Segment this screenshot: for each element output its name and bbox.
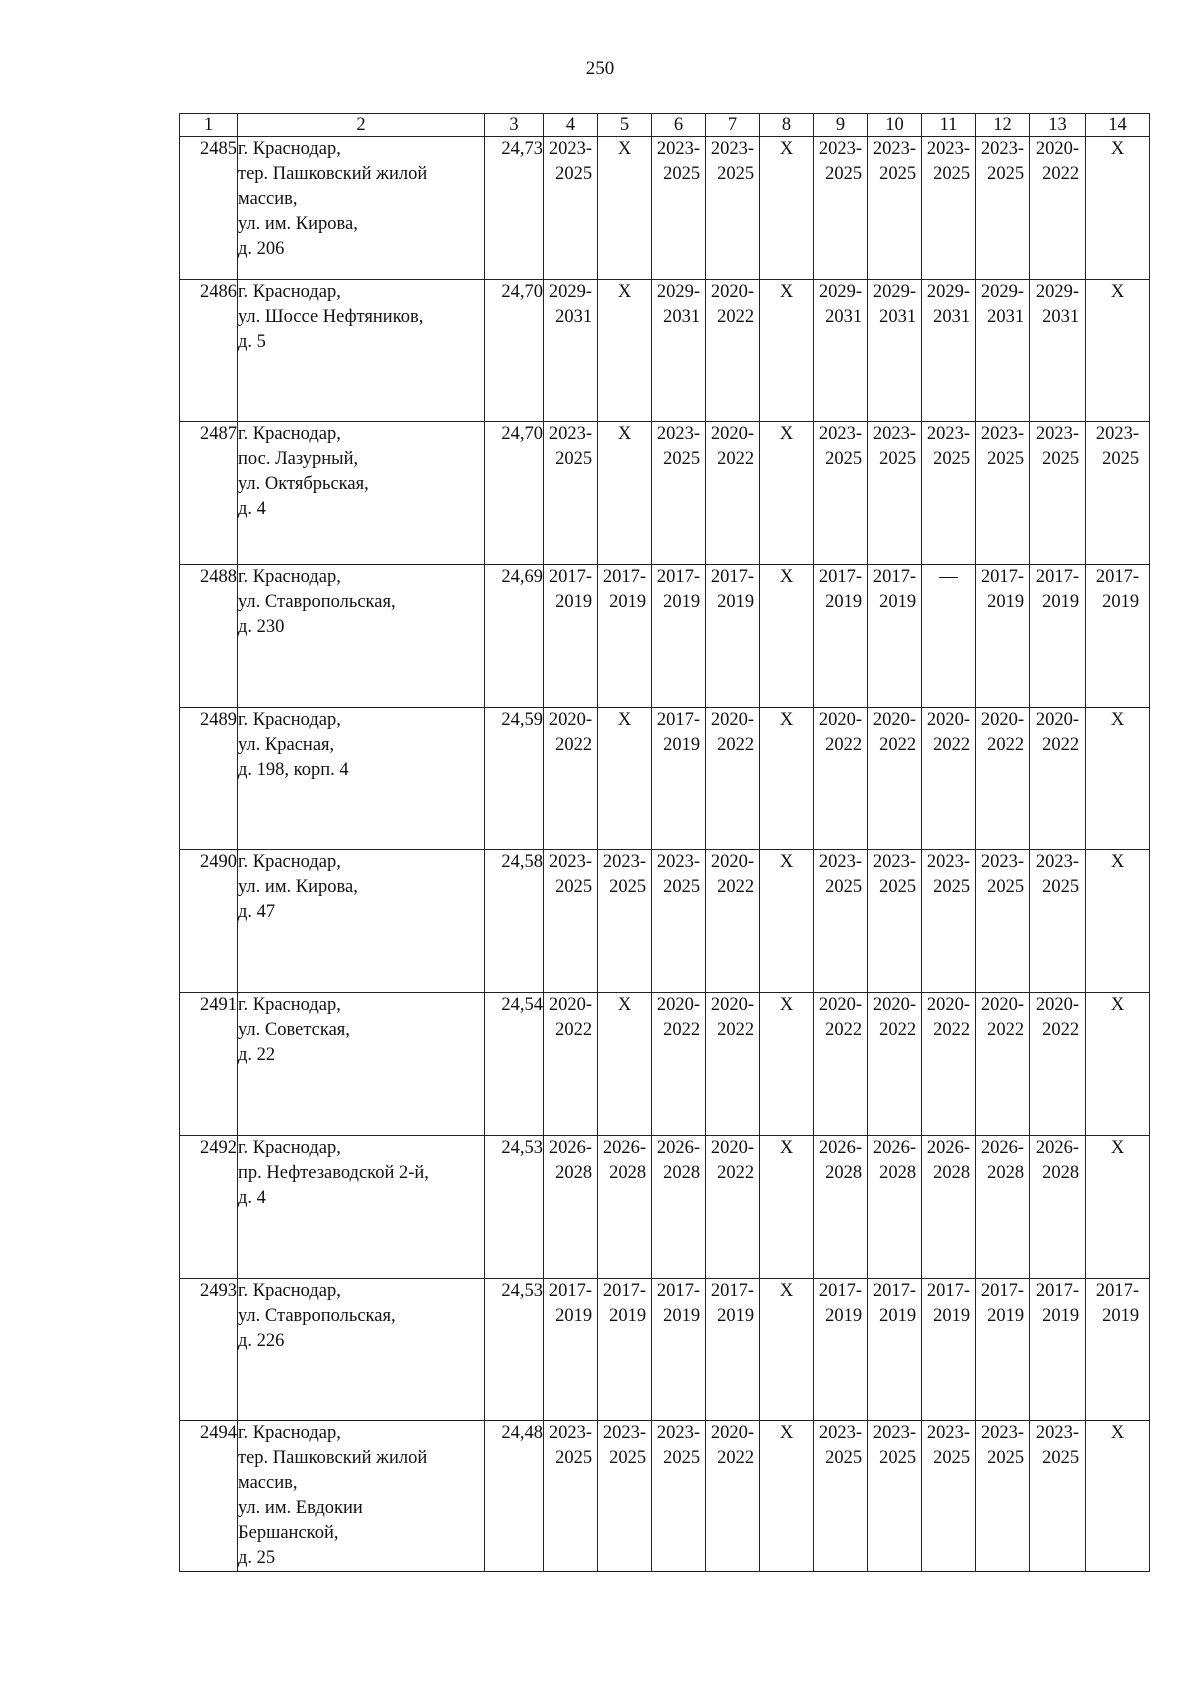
period-cell-col-8	[760, 1421, 814, 1572]
period-cell-col-12	[976, 137, 1030, 280]
table-row	[180, 850, 1150, 993]
period-value: Х	[779, 709, 794, 730]
period-value: 2023- 2025	[818, 1423, 863, 1469]
period-value: 2020- 2022	[1035, 709, 1080, 755]
period-value: —	[939, 567, 958, 588]
period-cell-col-8	[760, 137, 814, 280]
period-value: Х	[779, 424, 794, 445]
period-value: 2023- 2025	[872, 424, 917, 470]
period-value: Х	[617, 424, 632, 445]
period-cell-col-13	[1030, 850, 1086, 993]
period-cell-col-11	[922, 279, 976, 422]
period-value: 2017- 2019	[548, 567, 593, 613]
period-cell-col-13	[1030, 565, 1086, 708]
period-value: Х	[779, 1280, 794, 1301]
column-header-12: 12	[976, 114, 1030, 137]
period-value: 2023- 2025	[602, 1423, 647, 1469]
period-cell-col-13	[1030, 1135, 1086, 1278]
period-cell-col-8	[760, 565, 814, 708]
period-value: 2017- 2019	[1095, 567, 1140, 613]
area-cell: 24,54	[485, 993, 544, 1136]
period-value: 2017- 2019	[710, 567, 755, 613]
row-number: 2494	[180, 1421, 238, 1572]
table-row	[180, 1278, 1150, 1421]
period-cell-col-6	[652, 137, 706, 280]
period-cell-col-10	[868, 279, 922, 422]
period-cell-col-11	[922, 707, 976, 850]
period-cell-col-11	[922, 1421, 976, 1572]
period-value: 2020- 2022	[710, 281, 755, 327]
column-number-row	[180, 114, 1150, 137]
period-cell-col-8	[760, 993, 814, 1136]
table-row	[180, 137, 1150, 280]
period-cell-col-10	[868, 1421, 922, 1572]
period-value: 2020- 2022	[548, 709, 593, 755]
period-value: 2017- 2019	[656, 567, 701, 613]
area-cell: 24,70	[485, 422, 544, 565]
period-value: 2023- 2025	[926, 852, 971, 898]
period-cell-col-9	[814, 1135, 868, 1278]
period-value: Х	[1110, 1423, 1125, 1444]
period-cell-col-7	[706, 422, 760, 565]
period-cell-col-14	[1086, 1278, 1150, 1421]
period-cell-col-14	[1086, 850, 1150, 993]
period-cell-col-6	[652, 565, 706, 708]
period-value: 2023- 2025	[818, 424, 863, 470]
period-value: 2020- 2022	[710, 1137, 755, 1183]
period-cell-col-5	[598, 707, 652, 850]
period-cell-col-14	[1086, 1421, 1150, 1572]
address-cell: г. Краснодар, ул. Красная, д. 198, корп. 4	[238, 707, 485, 850]
period-cell-col-13	[1030, 137, 1086, 280]
column-header-10: 10	[868, 114, 922, 137]
row-number: 2486	[180, 279, 238, 422]
column-header-9: 9	[814, 114, 868, 137]
period-value: 2023- 2025	[926, 1423, 971, 1469]
period-cell-col-6	[652, 993, 706, 1136]
period-value: 2017- 2019	[926, 1280, 971, 1326]
period-value: Х	[617, 995, 632, 1016]
period-cell-col-12	[976, 1421, 1030, 1572]
period-cell-col-11	[922, 137, 976, 280]
period-cell-col-6	[652, 279, 706, 422]
period-cell-col-13	[1030, 707, 1086, 850]
period-value: Х	[779, 995, 794, 1016]
period-value: 2020- 2022	[710, 1423, 755, 1469]
period-cell-col-13	[1030, 1278, 1086, 1421]
area-cell: 24,48	[485, 1421, 544, 1572]
period-value: 2023- 2025	[872, 852, 917, 898]
period-value: 2020- 2022	[1035, 995, 1080, 1041]
period-value: 2020- 2022	[818, 709, 863, 755]
column-header-4: 4	[544, 114, 598, 137]
row-number: 2485	[180, 137, 238, 280]
address-cell: г. Краснодар, ул. Ставропольская, д. 230	[238, 565, 485, 708]
period-value: 2026- 2028	[872, 1137, 917, 1183]
period-value: Х	[1110, 1137, 1125, 1158]
table-row	[180, 1421, 1150, 1572]
area-cell: 24,53	[485, 1135, 544, 1278]
period-value: 2020- 2022	[980, 709, 1025, 755]
period-cell-col-8	[760, 707, 814, 850]
period-value: 2026- 2028	[818, 1137, 863, 1183]
period-cell-col-12	[976, 707, 1030, 850]
period-value: 2017- 2019	[656, 1280, 701, 1326]
period-cell-col-5	[598, 850, 652, 993]
table-row	[180, 993, 1150, 1136]
table-row	[180, 279, 1150, 422]
period-cell-col-11	[922, 1278, 976, 1421]
period-cell-col-11	[922, 993, 976, 1136]
period-value: 2023- 2025	[872, 1423, 917, 1469]
period-value: 2020- 2022	[710, 995, 755, 1041]
period-value: 2017- 2019	[980, 567, 1025, 613]
period-cell-col-7	[706, 1278, 760, 1421]
period-cell-col-14	[1086, 1135, 1150, 1278]
period-value: Х	[1110, 281, 1125, 302]
period-cell-col-14	[1086, 137, 1150, 280]
address-cell: г. Краснодар, пос. Лазурный, ул. Октябрьская, д. 4	[238, 422, 485, 565]
period-value: Х	[1110, 709, 1125, 730]
period-cell-col-7	[706, 137, 760, 280]
address-cell: г. Краснодар, ул. Шоссе Нефтяников, д. 5	[238, 279, 485, 422]
period-cell-col-11	[922, 422, 976, 565]
period-value: 2023- 2025	[548, 424, 593, 470]
column-header-11: 11	[922, 114, 976, 137]
period-cell-col-5	[598, 1135, 652, 1278]
table-row	[180, 707, 1150, 850]
period-value: 2023- 2025	[980, 424, 1025, 470]
period-cell-col-7	[706, 850, 760, 993]
period-cell-col-4	[544, 565, 598, 708]
period-cell-col-8	[760, 1278, 814, 1421]
period-cell-col-9	[814, 279, 868, 422]
period-cell-col-4	[544, 1135, 598, 1278]
period-cell-col-5	[598, 422, 652, 565]
period-cell-col-8	[760, 850, 814, 993]
period-cell-col-7	[706, 1421, 760, 1572]
period-value: Х	[617, 281, 632, 302]
table-row	[180, 422, 1150, 565]
period-value: 2023- 2025	[710, 139, 755, 184]
period-cell-col-9	[814, 137, 868, 280]
period-value: 2023- 2025	[818, 139, 863, 184]
period-value: Х	[779, 852, 794, 873]
period-value: 2017- 2019	[602, 1280, 647, 1326]
period-value: 2020- 2022	[548, 995, 593, 1041]
table-row	[180, 1135, 1150, 1278]
period-cell-col-4	[544, 993, 598, 1136]
column-header-3: 3	[485, 114, 544, 137]
column-header-8: 8	[760, 114, 814, 137]
period-cell-col-12	[976, 422, 1030, 565]
period-cell-col-12	[976, 279, 1030, 422]
period-value: 2026- 2028	[602, 1137, 647, 1183]
period-cell-col-11	[922, 850, 976, 993]
period-value: 2020- 2022	[710, 709, 755, 755]
row-number: 2490	[180, 850, 238, 993]
period-value: 2023- 2025	[548, 139, 593, 184]
period-value: 2023- 2025	[980, 852, 1025, 898]
period-value: 2023- 2025	[872, 139, 917, 184]
period-value: 2020- 2022	[872, 709, 917, 755]
period-cell-col-6	[652, 1278, 706, 1421]
period-cell-col-13	[1030, 422, 1086, 565]
period-value: 2017- 2019	[872, 567, 917, 613]
period-value: 2026- 2028	[926, 1137, 971, 1183]
period-value: 2029- 2031	[1035, 281, 1080, 327]
area-cell: 24,53	[485, 1278, 544, 1421]
address-cell: г. Краснодар, тер. Пашковский жилой массив, ул. им. Евдокии Бершанской, д. 25	[238, 1421, 485, 1572]
period-cell-col-6	[652, 707, 706, 850]
period-value: 2023- 2025	[548, 1423, 593, 1469]
period-cell-col-13	[1030, 993, 1086, 1136]
period-value: 2017- 2019	[1035, 1280, 1080, 1326]
period-cell-col-12	[976, 850, 1030, 993]
period-value: 2029- 2031	[818, 281, 863, 327]
column-header-2: 2	[238, 114, 485, 137]
period-cell-col-5	[598, 993, 652, 1136]
table-body	[180, 137, 1150, 1572]
period-cell-col-14	[1086, 993, 1150, 1136]
period-cell-col-7	[706, 707, 760, 850]
period-cell-col-4	[544, 1278, 598, 1421]
column-header-7: 7	[706, 114, 760, 137]
period-value: 2020- 2022	[980, 995, 1025, 1041]
period-value: Х	[779, 1137, 794, 1158]
period-value: 2023- 2025	[1035, 1423, 1080, 1469]
period-cell-col-10	[868, 565, 922, 708]
address-cell: г. Краснодар, ул. Советская, д. 22	[238, 993, 485, 1136]
period-cell-col-11	[922, 1135, 976, 1278]
period-value: 2023- 2025	[926, 139, 971, 184]
row-number: 2487	[180, 422, 238, 565]
period-cell-col-14	[1086, 707, 1150, 850]
period-value: Х	[1110, 852, 1125, 873]
period-value: Х	[1110, 139, 1125, 159]
period-value: 2017- 2019	[1095, 1280, 1140, 1326]
area-cell: 24,58	[485, 850, 544, 993]
row-number: 2488	[180, 565, 238, 708]
period-cell-col-13	[1030, 279, 1086, 422]
period-value: 2017- 2019	[872, 1280, 917, 1326]
period-cell-col-8	[760, 422, 814, 565]
period-cell-col-4	[544, 422, 598, 565]
period-cell-col-5	[598, 1278, 652, 1421]
column-header-13: 13	[1030, 114, 1086, 137]
period-cell-col-14	[1086, 422, 1150, 565]
period-cell-col-10	[868, 1278, 922, 1421]
period-value: 2026- 2028	[656, 1137, 701, 1183]
period-cell-col-5	[598, 565, 652, 708]
row-number: 2491	[180, 993, 238, 1136]
period-cell-col-6	[652, 422, 706, 565]
period-cell-col-9	[814, 1278, 868, 1421]
period-cell-col-10	[868, 422, 922, 565]
period-value: 2017- 2019	[818, 567, 863, 613]
period-cell-col-6	[652, 1421, 706, 1572]
period-value: 2029- 2031	[872, 281, 917, 327]
period-cell-col-9	[814, 1421, 868, 1572]
period-value: Х	[617, 709, 632, 730]
period-cell-col-9	[814, 422, 868, 565]
row-number: 2489	[180, 707, 238, 850]
period-value: Х	[779, 1423, 794, 1444]
period-value: 2023- 2025	[980, 1423, 1025, 1469]
column-header-14: 14	[1086, 114, 1150, 137]
period-value: 2023- 2025	[656, 139, 701, 184]
period-value: 2017- 2019	[980, 1280, 1025, 1326]
period-cell-col-7	[706, 565, 760, 708]
period-cell-col-12	[976, 1135, 1030, 1278]
address-cell: г. Краснодар, ул. Ставропольская, д. 226	[238, 1278, 485, 1421]
period-cell-col-12	[976, 1278, 1030, 1421]
period-value: 2023- 2025	[818, 852, 863, 898]
row-number: 2492	[180, 1135, 238, 1278]
period-value: 2020- 2022	[926, 709, 971, 755]
period-cell-col-5	[598, 279, 652, 422]
period-cell-col-10	[868, 850, 922, 993]
period-cell-col-9	[814, 993, 868, 1136]
period-value: 2029- 2031	[926, 281, 971, 327]
period-value: 2017- 2019	[602, 567, 647, 613]
period-value: 2023- 2025	[656, 852, 701, 898]
period-cell-col-6	[652, 1135, 706, 1278]
period-value: 2020- 2022	[926, 995, 971, 1041]
period-value: 2029- 2031	[980, 281, 1025, 327]
period-cell-col-9	[814, 707, 868, 850]
period-value: 2023- 2025	[1035, 424, 1080, 470]
period-cell-col-13	[1030, 1421, 1086, 1572]
period-cell-col-7	[706, 1135, 760, 1278]
period-value: 2020- 2022	[656, 995, 701, 1041]
period-value: 2020- 2022	[710, 852, 755, 898]
period-cell-col-12	[976, 565, 1030, 708]
period-cell-col-6	[652, 850, 706, 993]
period-value: 2023- 2025	[1035, 852, 1080, 898]
row-number: 2493	[180, 1278, 238, 1421]
period-cell-col-14	[1086, 565, 1150, 708]
period-cell-col-4	[544, 1421, 598, 1572]
area-cell: 24,59	[485, 707, 544, 850]
period-cell-col-14	[1086, 279, 1150, 422]
period-value: 2029- 2031	[656, 281, 701, 327]
period-cell-col-8	[760, 279, 814, 422]
period-value: Х	[779, 567, 794, 588]
area-cell: 24,69	[485, 565, 544, 708]
period-value: 2029- 2031	[548, 281, 593, 327]
address-cell: г. Краснодар, пр. Нефтезаводской 2-й, д. 4	[238, 1135, 485, 1278]
period-cell-col-4	[544, 707, 598, 850]
column-header-1: 1	[180, 114, 238, 137]
period-value: 2020- 2022	[1035, 139, 1080, 184]
period-value: 2017- 2019	[548, 1280, 593, 1326]
address-cell: г. Краснодар, тер. Пашковский жилой массив, ул. им. Кирова, д. 206	[238, 137, 485, 280]
period-value: Х	[1110, 995, 1125, 1016]
period-value: 2020- 2022	[872, 995, 917, 1041]
area-cell: 24,70	[485, 279, 544, 422]
period-value: Х	[779, 281, 794, 302]
period-value: 2023- 2025	[980, 139, 1025, 184]
period-value: 2023- 2025	[656, 1423, 701, 1469]
period-cell-col-8	[760, 1135, 814, 1278]
schedule-table	[179, 113, 1150, 1572]
period-value: 2017- 2019	[818, 1280, 863, 1326]
period-cell-col-11	[922, 565, 976, 708]
period-value: 2023- 2025	[602, 852, 647, 898]
period-value: 2026- 2028	[1035, 1137, 1080, 1183]
period-value: 2026- 2028	[980, 1137, 1025, 1183]
period-cell-col-4	[544, 279, 598, 422]
table-row	[180, 565, 1150, 708]
period-cell-col-10	[868, 137, 922, 280]
period-value: Х	[617, 139, 632, 159]
period-cell-col-9	[814, 565, 868, 708]
period-cell-col-10	[868, 1135, 922, 1278]
period-value: 2017- 2019	[710, 1280, 755, 1326]
period-cell-col-10	[868, 993, 922, 1136]
period-cell-col-7	[706, 279, 760, 422]
address-cell: г. Краснодар, ул. им. Кирова, д. 47	[238, 850, 485, 993]
period-value: 2020- 2022	[710, 424, 755, 470]
page-number: 250	[585, 58, 615, 79]
period-cell-col-7	[706, 993, 760, 1136]
period-cell-col-4	[544, 850, 598, 993]
period-value: 2023- 2025	[656, 424, 701, 470]
period-cell-col-10	[868, 707, 922, 850]
period-value: 2026- 2028	[548, 1137, 593, 1183]
period-cell-col-5	[598, 137, 652, 280]
column-header-5: 5	[598, 114, 652, 137]
period-cell-col-4	[544, 137, 598, 280]
period-value: 2023- 2025	[1095, 424, 1140, 470]
period-value: 2023- 2025	[926, 424, 971, 470]
period-value: Х	[779, 139, 794, 159]
period-value: 2023- 2025	[548, 852, 593, 898]
period-cell-col-5	[598, 1421, 652, 1572]
period-value: 2017- 2019	[1035, 567, 1080, 613]
period-cell-col-9	[814, 850, 868, 993]
area-cell: 24,73	[485, 137, 544, 280]
period-value: 2020- 2022	[818, 995, 863, 1041]
column-header-6: 6	[652, 114, 706, 137]
period-value: 2017- 2019	[656, 709, 701, 755]
period-cell-col-12	[976, 993, 1030, 1136]
